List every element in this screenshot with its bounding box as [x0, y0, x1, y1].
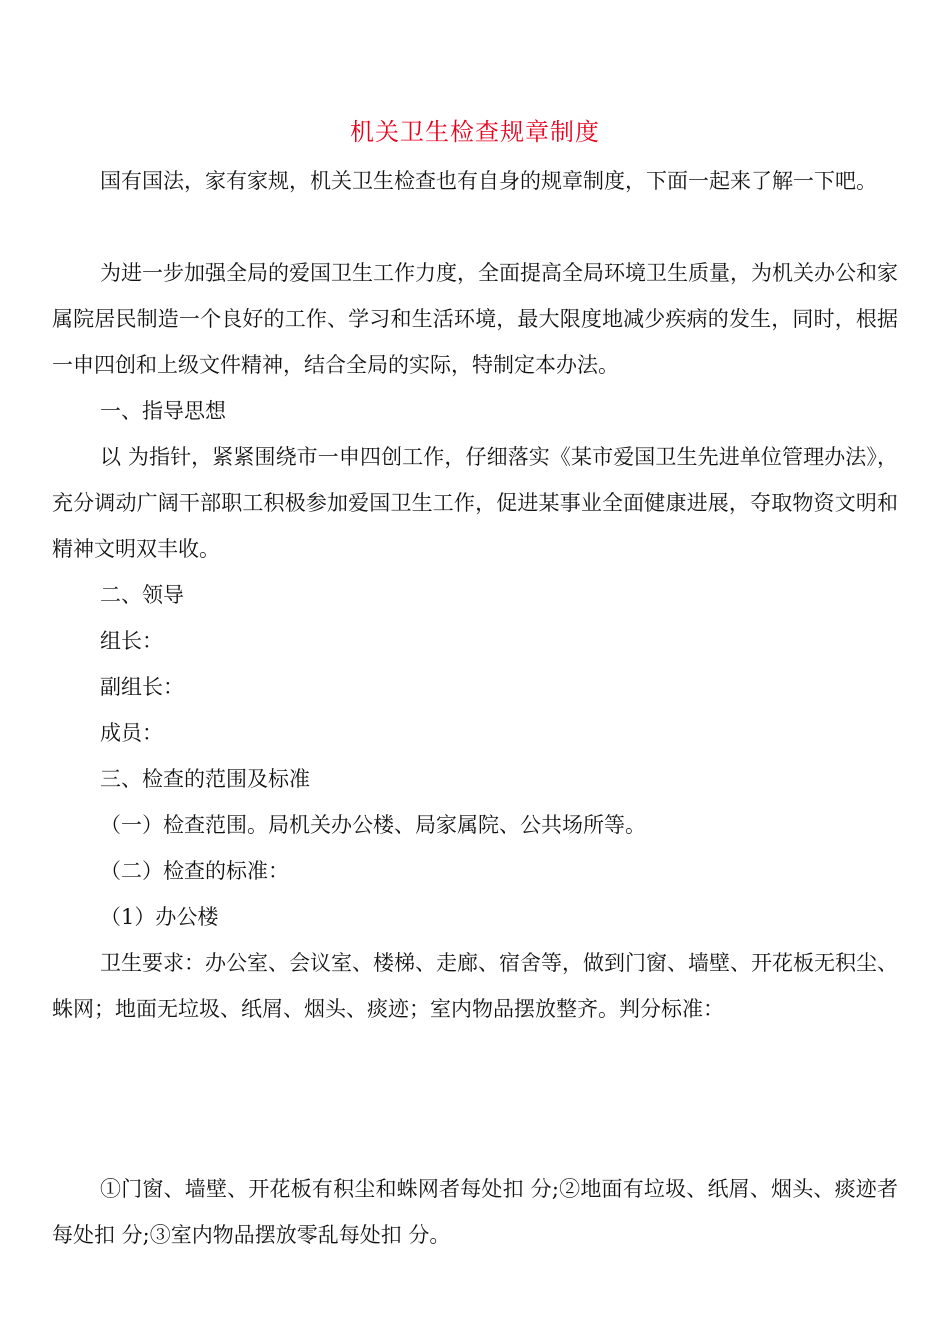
scoring-paragraph: ①门窗、墙壁、开花板有积尘和蛛网者每处扣 分;②地面有垃圾、纸屑、烟头、痰迹者每处扣 分;③室内物品摆放零乱每处扣 分。 [52, 1177, 898, 1247]
guiding-ideology-paragraph: 以 为指针，紧紧围绕市一申四创工作，仔细落实《某市爱国卫生先进单位管理办法》，充分调动广阔干部职工积极参加爱国卫生工作，促进某事业全面健康进展，夺取物资文明和精神文明双丰收。 [52, 445, 898, 561]
section-heading-leadership: 二、领导 [100, 583, 184, 607]
deputy-leader-line: 副组长： [100, 675, 184, 699]
members-line: 成员： [100, 721, 163, 745]
scope-line: （一）检查范围。局机关办公楼、局家属院、公共场所等。 [100, 813, 646, 837]
office-building-heading: （1）办公楼 [100, 905, 219, 929]
section-heading-scope-standards: 三、检查的范围及标准 [100, 767, 310, 791]
hygiene-requirements-paragraph: 卫生要求：办公室、会议室、楼梯、走廊、宿舍等，做到门窗、墙壁、开花板无积尘、蛛网；地面无垃圾、纸屑、烟头、痰迹；室内物品摆放整齐。判分标准： [52, 951, 898, 1021]
leader-line: 组长： [100, 629, 163, 653]
section-heading-guiding-ideology: 一、指导思想 [100, 399, 226, 423]
document-title: 机关卫生检查规章制度 [350, 118, 600, 146]
standard-heading: （二）检查的标准： [100, 859, 289, 883]
intro-paragraph: 国有国法，家有家规，机关卫生检查也有自身的规章制度，下面一起来了解一下吧。 [100, 169, 877, 193]
purpose-paragraph: 为进一步加强全局的爱国卫生工作力度，全面提高全局环境卫生质量，为机关办公和家属院居民制造一个良好的工作、学习和生活环境，最大限度地减少疾病的发生，同时，根据一申四创和上级文件精神，结合全局的实际，特制定本办法。 [52, 261, 898, 377]
